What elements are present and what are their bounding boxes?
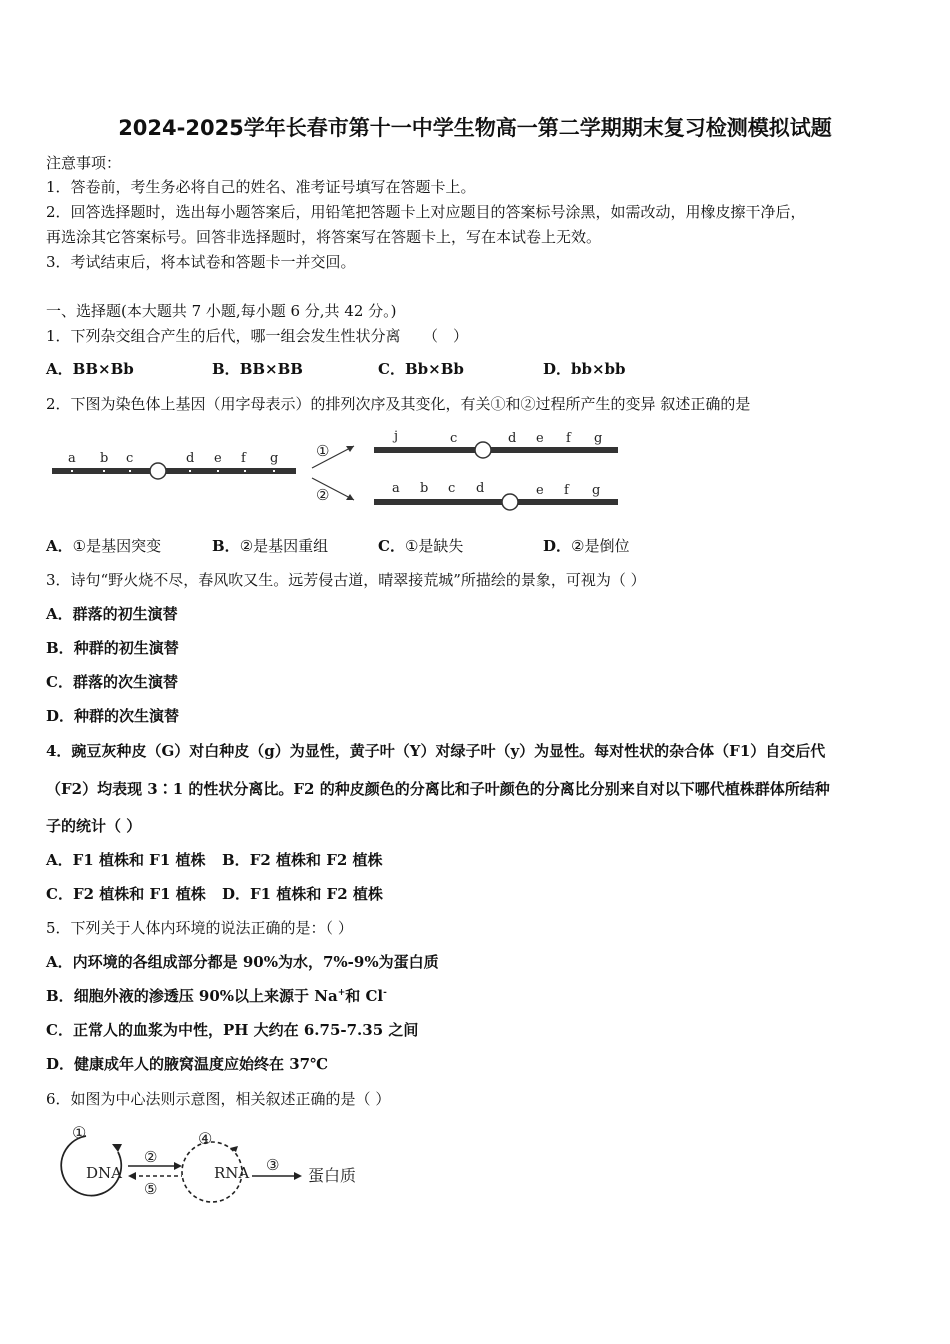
gene-label: c (448, 481, 456, 496)
label-3: ③ (266, 1156, 280, 1174)
gene-label: e (536, 431, 544, 446)
section-heading: 一、选择题(本大题共 7 小题,每小题 6 分,共 42 分。) (46, 302, 397, 320)
gene-label: a (68, 451, 76, 466)
gene-label: g (592, 483, 601, 498)
notice-item: 3．考试结束后，将本试卷和答题卡一并交回。 (46, 253, 356, 271)
q4-option-b: B．F2 植株和 F2 植株 (222, 851, 383, 869)
q3-option-d: D．种群的次生演替 (46, 707, 180, 725)
q1-stem: 1．下列杂交组合产生的后代，哪一组会发生性状分离 （ ） (46, 327, 469, 345)
gene-label: a (392, 481, 400, 496)
q4-stem-line: 4．豌豆灰种皮（G）对白种皮（g）为显性，黄子叶（Y）对绿子叶（y）为显性。每对性状的杂合体（F1）自交后代 (46, 742, 826, 760)
central-dogma-figure (46, 1122, 376, 1208)
gene-label: c (126, 451, 134, 466)
gene-label: f (566, 431, 571, 446)
gene-label: f (564, 483, 569, 498)
gene-label: c (450, 431, 458, 446)
gene-label: d (508, 431, 517, 446)
gene-label: d (186, 451, 195, 466)
q1-option-d: D．bb×bb (543, 360, 626, 378)
chromosome-figure (46, 422, 636, 522)
notice-item: 1．答卷前，考生务必将自己的姓名、准考证号填写在答题卡上。 (46, 178, 476, 196)
notice-item: 再选涂其它答案标号。回答非选择题时，将答案写在答题卡上，写在本试卷上无效。 (46, 228, 602, 246)
q4-option-c: C．F2 植株和 F1 植株 (46, 885, 206, 903)
page-title: 2024-2025学年长春市第十一中学生物高一第二学期期末复习检测模拟试题 (118, 116, 832, 140)
label-2: ② (144, 1148, 158, 1166)
q4-stem-line: 子的统计（ ） (46, 817, 142, 835)
q2-option-d: D．②是倒位 (543, 537, 630, 555)
process-2-label: ② (316, 486, 330, 504)
q5-option-d: D．健康成年人的腋窝温度应始终在 37℃ (46, 1055, 329, 1073)
protein-label: 蛋白质 (308, 1166, 357, 1185)
q5-option-c: C．正常人的血浆为中性，PH 大约在 6.75-7.35 之间 (46, 1021, 419, 1039)
chromosome-original (52, 468, 296, 474)
q5-option-b: B．细胞外液的渗透压 90%以上来源于 Na+和 Cl- (46, 987, 387, 1005)
q3-option-c: C．群落的次生演替 (46, 673, 178, 691)
gene-label: d (476, 481, 485, 496)
gene-label: e (214, 451, 222, 466)
q3-option-a: A．群落的初生演替 (46, 605, 178, 623)
q4-stem-line: （F2）均表现 3∶1 的性状分离比。F2 的种皮颜色的分离比和子叶颜色的分离比分别来自对以下哪代植株群体所结种 (46, 780, 830, 798)
q4-option-a: A．F1 植株和 F1 植株 (46, 851, 206, 869)
q2-option-b: B．②是基因重组 (212, 537, 329, 555)
q1-option-c: C．Bb×Bb (378, 360, 464, 378)
q5-option-a: A．内环境的各组成部分都是 90%为水，7%-9%为蛋白质 (46, 953, 439, 971)
q3-option-b: B．种群的初生演替 (46, 639, 179, 657)
q2-option-a: A．①是基因突变 (46, 537, 162, 555)
rna-label: RNA (214, 1164, 250, 1182)
gene-label: j (394, 429, 399, 444)
q2-option-c: C．①是缺失 (378, 537, 464, 555)
q2-stem: 2．下图为染色体上基因（用字母表示）的排列次序及其变化，有关①和②过程所产生的变异 叙述正确的是 (46, 395, 751, 413)
gene-label: g (594, 431, 603, 446)
centromere (150, 463, 166, 479)
gene-label: e (536, 483, 544, 498)
gene-label: b (100, 451, 109, 466)
chromosome-result-2 (374, 499, 618, 505)
label-1: ① (72, 1123, 87, 1142)
q3-stem: 3．诗句“野火烧不尽，春风吹又生。远芳侵古道，晴翠接荒城”所描绘的景象，可视为（ ） (46, 571, 646, 589)
notice-item: 2．回答选择题时，选出每小题答案后，用铅笔把答题卡上对应题目的答案标号涂黑，如需改动，用橡皮擦干净后， (46, 203, 806, 221)
q6-stem: 6．如图为中心法则示意图，相关叙述正确的是（ ） (46, 1090, 391, 1108)
label-4: ④ (198, 1129, 213, 1148)
gene-label: f (241, 451, 246, 466)
chromosome-result-1 (374, 447, 618, 453)
q1-option-a: A．BB×Bb (46, 360, 134, 378)
q5-stem: 5．下列关于人体内环境的说法正确的是：（ ） (46, 919, 353, 937)
q1-option-b: B．BB×BB (212, 360, 303, 378)
gene-label: g (270, 451, 279, 466)
dna-label: DNA (86, 1164, 122, 1182)
gene-label: b (420, 481, 429, 496)
notice-heading: 注意事项： (46, 154, 122, 172)
process-1-label: ① (316, 442, 330, 460)
q4-option-d: D．F1 植株和 F2 植株 (222, 885, 383, 903)
label-5: ⑤ (144, 1180, 158, 1198)
